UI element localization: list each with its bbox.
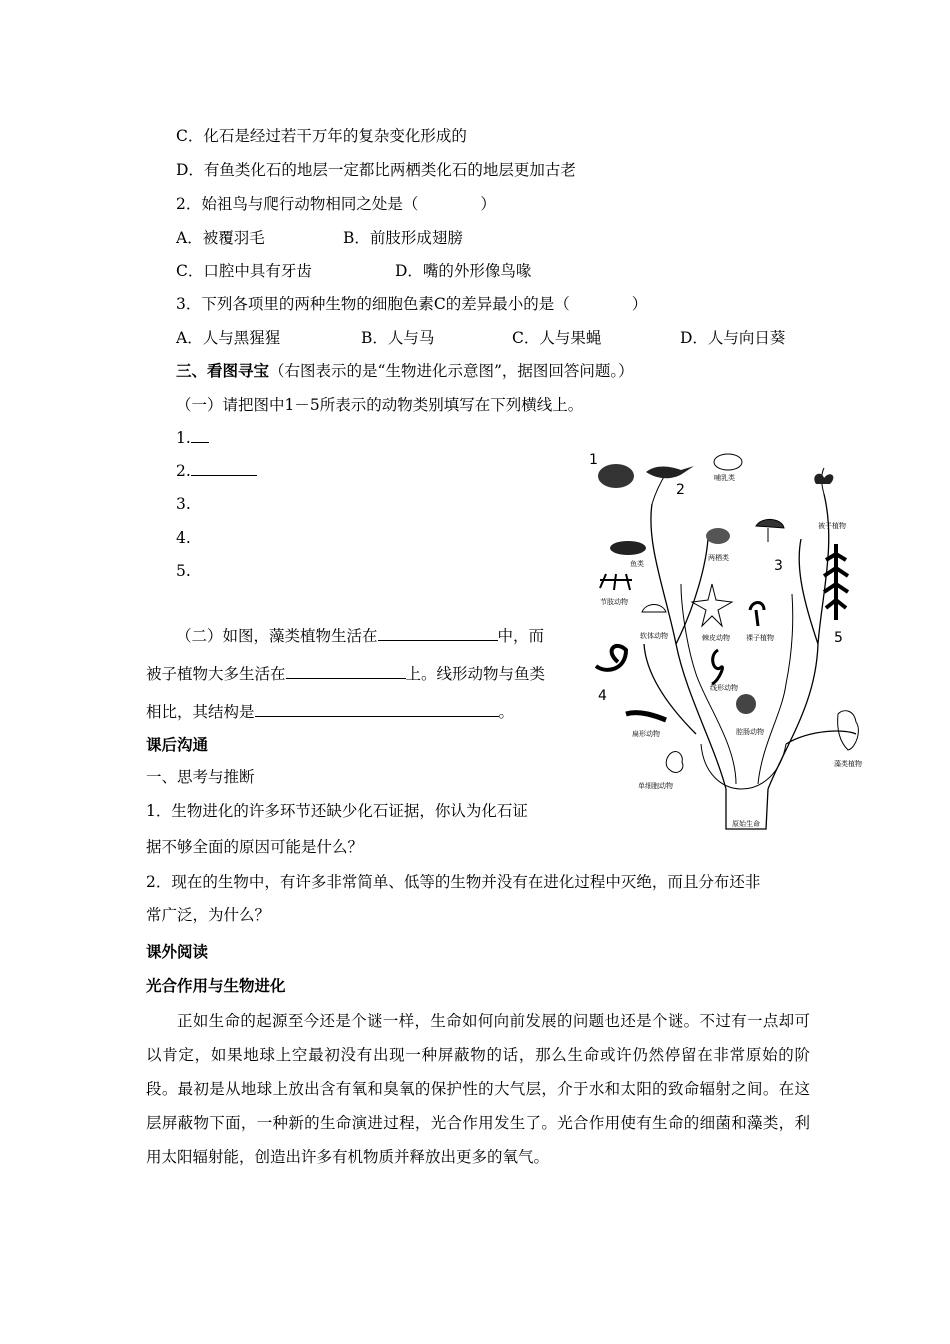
- amoeba-icon: [666, 752, 683, 773]
- gymnosperm-label: 裸子植物: [746, 634, 774, 642]
- section3-part1: （一）请把图中1－5所表示的动物类别填写在下列横线上。: [176, 396, 584, 414]
- frog-icon: [706, 528, 730, 544]
- algae-label: 藻类植物: [834, 760, 862, 768]
- nematode-label: 线形动物: [710, 684, 738, 692]
- rabbit-icon: [714, 454, 742, 470]
- turtle-icon: [598, 464, 634, 488]
- num-5: 5: [834, 630, 843, 646]
- origin-label: 原始生命: [732, 820, 760, 828]
- hydra-icon: [736, 694, 756, 714]
- blank-2-line[interactable]: [191, 461, 257, 476]
- q3-option-a: A．人与黑猩猩: [176, 329, 281, 347]
- blank-4: 4.: [176, 529, 191, 547]
- bird-icon: [646, 466, 694, 478]
- part2-text-b: 中，而: [497, 627, 545, 645]
- algae-habitat-blank[interactable]: [378, 626, 498, 641]
- after-class-sub: 一、思考与推断: [146, 768, 255, 786]
- part2-text-e: 相比，其结构是: [146, 703, 255, 721]
- angiosperm-flower-icon: [814, 474, 833, 484]
- mushroom-icon: [756, 519, 784, 542]
- mammal-label: 哺乳类: [714, 474, 735, 482]
- article-body: 正如生命的起源至今还是个谜一样，生命如何向前发展的问题也还是个谜。不过有一点却可以肯定，如果地球上空最初没有出现一种屏蔽物的话，那么生命或许仍然停留在非常原始的阶段。最初是从地球上放出含有氧和臭氧的保护性的大气层，介于水和太阳的致命辐射之间。在这层屏蔽物下面，一种新的生命演进过程，光合作用发生了。光合作用使有生命的细菌和藻类，利用太阳辐射能，创造出许多有机物质并释放出更多的氧气。: [146, 1012, 810, 1166]
- article-title: 光合作用与生物进化: [146, 977, 286, 995]
- inner-branches: [652, 468, 824, 784]
- after-q1-line1: 1．生物进化的许多环节还缺少化石证据，你认为化石证: [146, 802, 528, 820]
- section3-heading: [176, 361, 634, 381]
- blank-1: [176, 428, 209, 448]
- option-d-prev: D．有鱼类化石的地层一定都比两栖类化石的地层更加古老: [176, 161, 576, 179]
- blank-5: 5.: [176, 562, 191, 580]
- blank-2: [176, 461, 257, 481]
- blank-1-label: 1.: [176, 429, 191, 447]
- section3-desc: （右图表示的是“生物进化示意图”，据图回答问题。）: [269, 362, 634, 380]
- part2-text-c: 被子植物大多生活在: [146, 665, 286, 683]
- blank-2-label: 2.: [176, 462, 191, 480]
- section3-title: 三、看图寻宝: [176, 362, 270, 380]
- q2-option-d: D．嘴的外形像鸟喙: [395, 262, 532, 280]
- shell-icon: [642, 605, 666, 613]
- echinoderm-label: 棘皮动物: [702, 634, 730, 642]
- evolution-tree-figure: [586, 444, 882, 840]
- part2-line3: [146, 702, 514, 722]
- angiosperm-label: 被子植物: [818, 522, 846, 530]
- worm-icon: [596, 646, 626, 670]
- insect-icon: [600, 574, 632, 590]
- coelenterate-label: 腔肠动物: [736, 728, 764, 736]
- nematode-icon: [712, 650, 722, 684]
- flatworm-label: 扁形动物: [632, 730, 660, 738]
- amphibian-label: 两栖类: [708, 554, 729, 562]
- after-q1-line2: 据不够全面的原因可能是什么？: [146, 838, 364, 856]
- q2-option-b: B．前肢形成翅膀: [343, 229, 463, 247]
- fish-label: 鱼类: [630, 560, 644, 568]
- part2-line1: [176, 626, 544, 646]
- q2-option-a: A．被覆羽毛: [176, 229, 265, 247]
- q3-option-b: B．人与马: [361, 329, 435, 347]
- after-q2-line2: 常广泛，为什么？: [146, 906, 271, 924]
- part2-line2: [146, 664, 545, 684]
- reading-title: 课外阅读: [146, 943, 209, 961]
- q3-stem: 3．下列各项里的两种生物的细胞色素C的差异最小的是（ ）: [176, 295, 648, 313]
- option-c-prev: C．化石是经过若干万年的复杂变化形成的: [176, 127, 467, 145]
- q2-stem: 2．始祖鸟与爬行动物相同之处是（ ）: [176, 195, 496, 213]
- q3-option-d: D．人与向日葵: [680, 329, 786, 347]
- angiosperm-habitat-blank[interactable]: [286, 664, 406, 679]
- flatworm-icon: [626, 713, 666, 720]
- q2-option-c: C．口腔中具有牙齿: [176, 262, 312, 280]
- inner-loop: [701, 744, 786, 789]
- after-q2-line1: 2．现在的生物中，有许多非常简单、低等的生物并没有在进化过程中灭绝，而且分布还非: [146, 873, 761, 891]
- part2-text-d: 上。线形动物与鱼类: [405, 665, 546, 683]
- num-1: 1: [589, 452, 598, 468]
- after-class-title: 课后沟通: [146, 736, 209, 754]
- num-3: 3: [774, 558, 783, 574]
- part2-text-f: 。: [498, 703, 515, 721]
- structure-compare-blank[interactable]: [255, 702, 499, 717]
- gymnosperm-icon: [750, 603, 764, 627]
- blank-3: 3.: [176, 495, 191, 513]
- protozoa-label: 单细胞动物: [638, 782, 673, 790]
- q3-option-c: C．人与果蝇: [512, 329, 602, 347]
- fish-icon: [610, 541, 646, 555]
- mollusk-label: 软体动物: [640, 632, 668, 640]
- num-4: 4: [598, 688, 607, 704]
- blank-1-line[interactable]: [191, 428, 209, 443]
- num-2: 2: [676, 482, 685, 498]
- part2-text-a: （二）如图，藻类植物生活在: [176, 627, 378, 645]
- arthropod-label: 节肢动物: [600, 598, 628, 606]
